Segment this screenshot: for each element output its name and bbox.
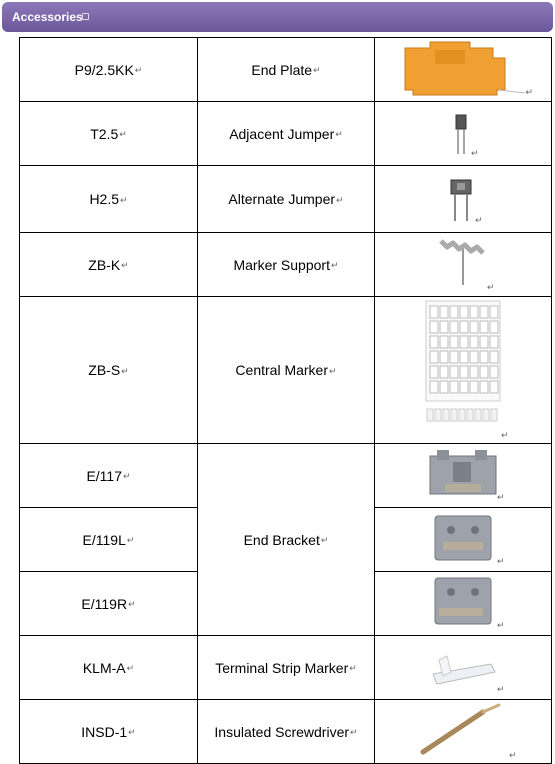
marker-tag: [430, 321, 438, 333]
accessories-table: [19, 37, 552, 764]
marker-tag: [440, 381, 448, 393]
part-code: ZB-S: [88, 362, 121, 378]
marker-tag: [450, 351, 458, 363]
marker-tag: [430, 366, 438, 378]
part-description: End Plate: [251, 61, 313, 78]
marker-tag: [480, 381, 488, 393]
marker-tag: [460, 381, 468, 393]
section-title: Accessories: [12, 10, 83, 24]
marker-tag: [470, 321, 478, 333]
marker-tag: [450, 321, 458, 333]
marker-tag: [470, 381, 478, 393]
paragraph-mark: ↵: [497, 684, 505, 694]
paragraph-mark: ↵: [121, 365, 129, 376]
paragraph-mark: ↵: [126, 535, 135, 546]
part-code: E/119R: [81, 595, 128, 612]
marker-tag: [440, 336, 448, 348]
part-code: KLM-A: [82, 659, 126, 676]
marker-tag: [443, 409, 449, 421]
marker-tag: [450, 336, 458, 348]
marker-tag: [470, 306, 478, 318]
table-row: [20, 233, 552, 297]
paragraph-mark: ↵: [501, 430, 509, 440]
table-row: [20, 636, 552, 700]
marker-tag: [460, 351, 468, 363]
part-description: Adjacent Jumper: [229, 125, 335, 142]
paragraph-mark: ↵: [475, 215, 483, 225]
paragraph-mark: ↵: [134, 65, 143, 76]
insulated-screwdriver-image: [375, 700, 551, 763]
marker-tag: [480, 366, 488, 378]
paragraph-mark: ↵: [123, 471, 131, 482]
paragraph-mark: ↵: [126, 663, 135, 674]
paragraph-mark: ↵: [313, 65, 321, 76]
paragraph-mark: ↵: [121, 260, 129, 271]
marker-tag: [480, 351, 488, 363]
marker-tag: [480, 321, 488, 333]
marker-tag: [460, 306, 468, 318]
marker-tag: [490, 381, 498, 393]
header-anchor-mark: [82, 13, 89, 20]
image-cell: [375, 444, 552, 508]
paragraph-mark: ↵: [471, 148, 479, 158]
adjacent-jumper-image: [375, 102, 551, 165]
marker-tag: [480, 336, 488, 348]
image-cell: [375, 636, 552, 700]
terminal-strip-marker-image: [375, 636, 551, 699]
marker-tag: [490, 336, 498, 348]
marker-tag: [459, 409, 465, 421]
paragraph-mark: ↵: [128, 727, 136, 738]
end-bracket-image: [375, 508, 551, 571]
marker-tag: [460, 321, 468, 333]
part-code: E/119L: [82, 531, 126, 548]
paragraph-mark: ↵: [119, 129, 127, 140]
part-code: INSD-1: [81, 723, 128, 740]
part-code-cell: [20, 102, 198, 166]
part-description: Insulated Screwdriver: [214, 723, 350, 740]
marker-tag: [440, 306, 448, 318]
paragraph-mark: ↵: [509, 750, 517, 760]
part-code: E/117: [86, 467, 122, 484]
marker-tag: [450, 366, 458, 378]
part-code-cell: [20, 297, 198, 444]
marker-tag: [483, 409, 489, 421]
marker-tag: [427, 409, 433, 421]
part-code: T2.5: [90, 125, 119, 142]
marker-tag: [480, 306, 488, 318]
paragraph-mark: ↵: [350, 727, 358, 738]
marker-tag: [440, 351, 448, 363]
image-cell: [375, 508, 552, 572]
paragraph-mark: ↵: [120, 194, 128, 205]
part-code-cell: [20, 233, 198, 297]
end-bracket-image: [375, 572, 551, 635]
marker-tag: [460, 336, 468, 348]
description-cell: [198, 38, 375, 102]
paragraph-mark: ↵: [336, 194, 344, 205]
marker-tag: [467, 409, 473, 421]
paragraph-mark: ↵: [525, 87, 533, 97]
marker-tag: [451, 409, 457, 421]
paragraph-mark: ↵: [497, 620, 505, 630]
marker-tag: [430, 381, 438, 393]
marker-tag: [475, 409, 481, 421]
marker-tag: [490, 351, 498, 363]
image-cell: [375, 700, 552, 764]
section-header: [2, 2, 553, 32]
table-row: [20, 297, 552, 444]
marker-tag: [430, 336, 438, 348]
description-cell: [198, 297, 375, 444]
image-cell: [375, 102, 552, 166]
marker-tag: [490, 366, 498, 378]
part-description: Central Marker: [235, 362, 329, 378]
marker-tag: [430, 351, 438, 363]
marker-tag: [460, 366, 468, 378]
paragraph-mark: ↵: [128, 599, 136, 610]
part-description: Marker Support: [233, 256, 330, 273]
description-cell: [198, 166, 375, 233]
description-cell: [198, 233, 375, 297]
image-cell: [375, 572, 552, 636]
marker-tag: [470, 366, 478, 378]
part-code-cell: [20, 444, 198, 508]
part-description: Terminal Strip Marker: [215, 659, 349, 676]
part-code-cell: [20, 166, 198, 233]
image-cell: [375, 233, 552, 297]
marker-tag: [450, 381, 458, 393]
marker-tag: [491, 409, 497, 421]
part-description: Alternate Jumper: [228, 191, 336, 207]
marker-tag: [490, 321, 498, 333]
alternate-jumper-image: [375, 166, 551, 232]
paragraph-mark: ↵: [497, 556, 505, 566]
marker-sheet-image: [375, 297, 551, 443]
marker-support-image: [375, 233, 551, 296]
table-row: [20, 700, 552, 764]
image-cell: [375, 38, 552, 102]
part-code: H2.5: [89, 191, 120, 207]
paragraph-mark: ↵: [487, 282, 495, 292]
description-cell: [198, 102, 375, 166]
table-row: [20, 444, 552, 508]
part-code-cell: [20, 38, 198, 102]
marker-tag: [470, 351, 478, 363]
paragraph-mark: ↵: [320, 535, 329, 546]
part-code-cell: [20, 700, 198, 764]
description-cell: [198, 700, 375, 764]
part-description: End Bracket: [243, 531, 320, 548]
description-cell: [198, 636, 375, 700]
image-cell: [375, 166, 552, 233]
paragraph-mark: ↵: [497, 492, 505, 502]
part-code-cell: [20, 572, 198, 636]
description-cell: [198, 444, 375, 636]
end-bracket-image: [375, 444, 551, 507]
marker-tag: [430, 306, 438, 318]
part-code-cell: [20, 508, 198, 572]
paragraph-mark: ↵: [349, 663, 357, 674]
image-cell: [375, 297, 552, 444]
marker-tag: [435, 409, 441, 421]
part-code-cell: [20, 636, 198, 700]
paragraph-mark: ↵: [335, 129, 343, 140]
paragraph-mark: ↵: [330, 260, 339, 271]
marker-tag: [450, 306, 458, 318]
marker-tag: [440, 366, 448, 378]
part-code: ZB-K: [88, 256, 121, 273]
table-row: [20, 38, 552, 102]
part-code: P9/2.5KK: [74, 61, 134, 78]
table-row: [20, 102, 552, 166]
marker-tag: [490, 306, 498, 318]
marker-tag: [470, 336, 478, 348]
table-row: [20, 166, 552, 233]
marker-tag: [440, 321, 448, 333]
paragraph-mark: ↵: [329, 365, 337, 376]
